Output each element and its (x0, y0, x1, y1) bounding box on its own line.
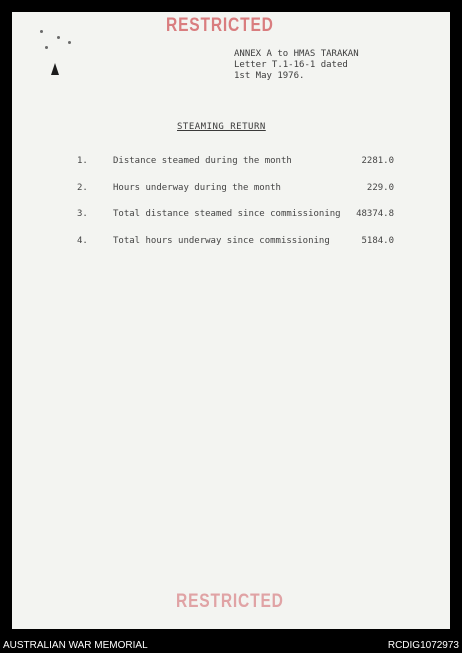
item-value: 2281.0 (361, 156, 394, 166)
list-item (0, 209, 462, 223)
footer-record-id: RCDIG1072973 (387, 640, 459, 651)
restricted-stamp-top: RESTRICTED (166, 15, 274, 36)
punch-mark (68, 41, 71, 44)
item-number: 1. (77, 156, 88, 166)
annex-line: ANNEX A to HMAS TARAKAN (234, 49, 359, 59)
item-description: Hours underway during the month (113, 183, 281, 193)
item-description: Total hours underway since commissioning (113, 236, 330, 246)
punch-mark (40, 30, 43, 33)
punch-mark (45, 46, 48, 49)
footer-source: AUSTRALIAN WAR MEMORIAL (3, 640, 148, 651)
item-number: 3. (77, 209, 88, 219)
item-value: 5184.0 (361, 236, 394, 246)
document-title: STEAMING RETURN (177, 122, 266, 132)
item-description: Distance steamed during the month (113, 156, 292, 166)
punch-mark (57, 36, 60, 39)
item-number: 4. (77, 236, 88, 246)
item-value: 48374.8 (356, 209, 394, 219)
annex-reference (234, 49, 359, 82)
list-item (0, 236, 462, 250)
restricted-stamp-bottom: RESTRICTED (176, 591, 284, 612)
annex-line: 1st May 1976. (234, 71, 305, 81)
annex-line: Letter T.1-16-1 dated (234, 60, 348, 70)
list-item (0, 156, 462, 170)
list-item (0, 183, 462, 197)
item-description: Total distance steamed since commissioning (113, 209, 341, 219)
document-page (12, 12, 450, 629)
item-number: 2. (77, 183, 88, 193)
tear-mark (51, 63, 59, 75)
archive-footer (0, 640, 462, 653)
item-value: 229.0 (366, 183, 394, 193)
